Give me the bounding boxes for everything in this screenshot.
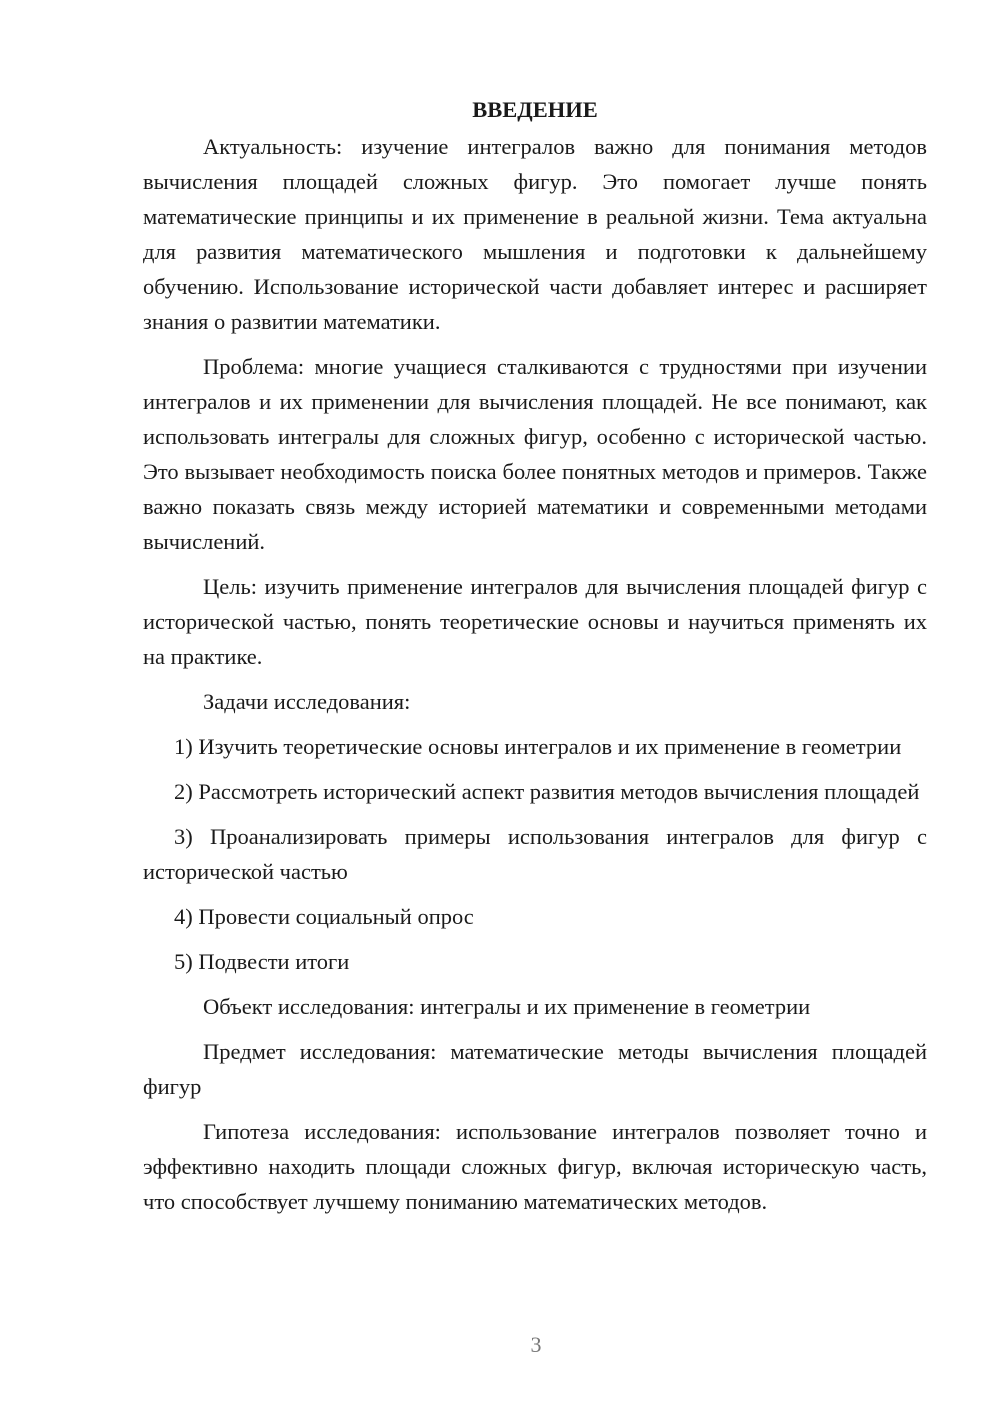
task-item-2: 2) Рассмотреть исторический аспект развития методов вычисления площадей (174, 779, 920, 804)
document-page (143, 92, 927, 1229)
task-item-3: 3) Проанализировать примеры использования интегралов для фигур с исторической частью (143, 824, 927, 884)
research-subject: Предмет исследования: математические методы вычисления площадей фигур (143, 1039, 927, 1099)
tasks-heading: Задачи исследования: (203, 689, 411, 714)
task-item-4: 4) Провести социальный опрос (174, 904, 474, 929)
research-hypothesis: Гипотеза исследования: использование интегралов позволяет точно и эффективно находить площади сложных фигур, включая историческую часть, что способствует лучшему пониманию математических методов. (143, 1119, 927, 1214)
task-item-1: 1) Изучить теоретические основы интегралов и их применение в геометрии (174, 734, 902, 759)
task-item-5: 5) Подвести итоги (174, 949, 350, 974)
research-object: Объект исследования: интегралы и их применение в геометрии (203, 994, 811, 1019)
goal-paragraph: Цель: изучить применение интегралов для вычисления площадей фигур с исторической частью, понять теоретические основы и научиться применять их на практике. (143, 574, 927, 669)
relevance-paragraph: Актуальность: изучение интегралов важно для понимания методов вычисления площадей сложных фигур. Это помогает лучше понять математические принципы и их применение в реальной жизни. Тема актуальна для развития математического мышления и подготовки к дальнейшему обучению. Использование исторической части добавляет интерес и расширяет знания о развитии математики. (143, 134, 927, 334)
page-number: 3 (530, 1332, 542, 1357)
problem-paragraph: Проблема: многие учащиеся сталкиваются с трудностями при изучении интегралов и их применении для вычисления площадей. Не все понимают, как использовать интегралы для сложных фигур, особенно с исторической частью. Это вызывает необходимость поиска более понятных методов и примеров. Также важно показать связь между историей математики и современными методами вычислений. (143, 354, 927, 554)
page-title: ВВЕДЕНИЕ (472, 97, 598, 122)
